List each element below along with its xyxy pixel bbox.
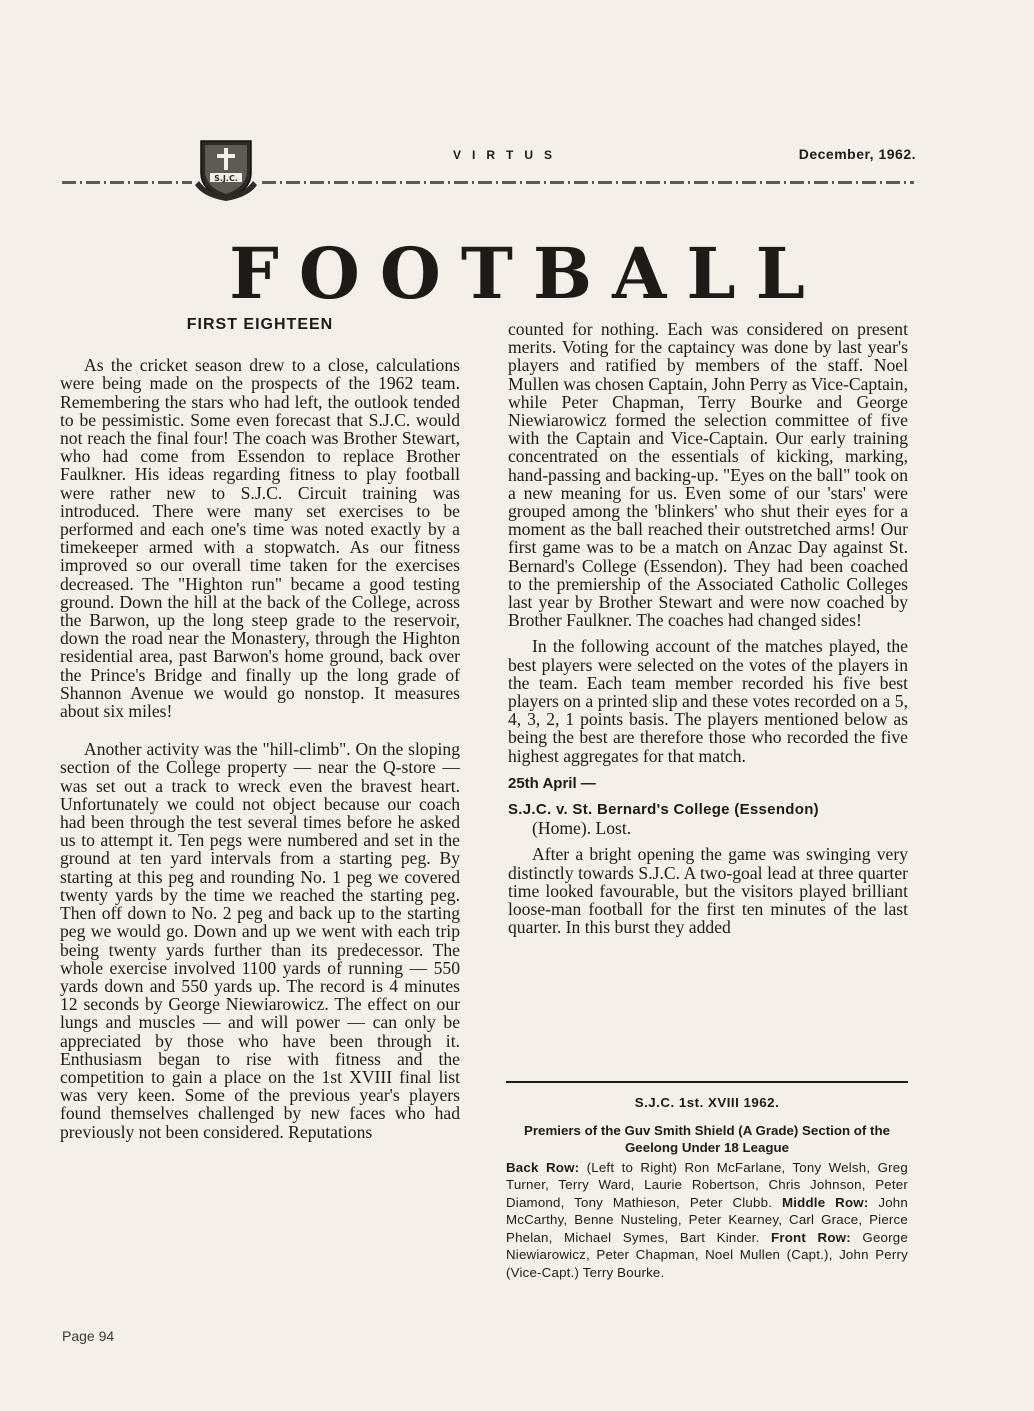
page-title: FOOTBALL <box>229 232 825 315</box>
paragraph: After a bright opening the game was swinging very distinctly towards S.J.C. A two-goal lead at three quarter time looked favourable, but the visitors played brilliant loose-man football for the first ten minutes of the last quarter. In this burst they added <box>508 844 908 938</box>
paragraph: In the following account of the matches played, the best players were selected on the votes of the players in the team. Each team member recorded his five best players on a printed slip and these votes recorded on a 5, 4, 3, 2, 1 points basis. The players mentioned below as being the best are therefore those who recorded the five highest aggregates for that match. <box>508 636 908 766</box>
middle-row-names: John McCarthy, Benne Nusteling, Peter Kearney, Carl Grace, Pierce Phelan, Michael Symes, Bart Kinder. <box>506 1194 908 1245</box>
middle-row-label: Middle Row: <box>781 1194 869 1210</box>
paragraph: Another activity was the "hill-climb". On the sloping section of the College property — near the Q-store — was set out a track to wreck even the bravest heart. Unfortunately we could not object because our coach had been through the test several times before he asked us to attempt it. Ten pegs were numbered and set in the ground at ten yard intervals from a starting peg. By starting at this peg and rounding No. 1 peg we covered twenty yards by the time we reached the starting peg. Then off down to No. 2 peg and back up to the starting peg we would go. Down and up we went with each trip being twenty yards further than its predecessor. The whole exercise involved 1100 yards of running — 550 yards down and 550 yards up. The record is 4 minutes 12 seconds by George Niewiarowicz. The effect on our lungs and muscles — and will power — can only be appreciated by those who have been through it. Enthusiasm began to rise with fitness and the competition to gain a place on the 1st XVIII final list was very keen. Some of the previous year's players found themselves challenged by new faces who had previously not been considered. Reputations <box>60 739 460 1142</box>
section-heading: FIRST EIGHTEEN <box>186 316 334 333</box>
back-row-label: Back Row: <box>506 1159 580 1175</box>
caption-divider <box>506 1081 908 1083</box>
college-crest-icon <box>193 135 259 203</box>
page-header <box>0 0 1034 210</box>
header-rule-right <box>262 181 914 184</box>
photo-caption <box>506 1094 908 1281</box>
front-row-names: George Niewiarowicz, Peter Chapman, Noel Mullen (Capt.), John Perry (Vice-Capt.) Terry Bourke. <box>506 1229 908 1280</box>
paragraph: counted for nothing. Each was considered on present merits. Voting for the captaincy was done by last year's players and ratified by members of the staff. Noel Mullen was chosen Captain, John Perry as Vice-Captain, while Peter Chapman, Terry Bourke and George Niewiarowicz formed the selection committee of five with the Captain and Vice-Captain. Our early training concentrated on the essentials of kicking, marking, hand-passing and backing-up. "Eyes on the ball" took on a new meaning for us. Even some of our 'stars' were grouped among the 'blinkers' who shut their eyes for a moment as the ball reached their outstretched arms! Our first game was to be a match on Anzac Day against St. Bernard's College (Essendon). They had been coached to the premiership of the Associated Catholic Colleges last year by Brother Stewart and were now coached by Brother Faulkner. The coaches had changed sides! <box>508 319 908 631</box>
header-rule-left <box>62 181 192 184</box>
match-result: (Home). Lost. <box>532 818 632 839</box>
match-title: S.J.C. v. St. Bernard's College (Essendon) <box>508 801 819 819</box>
caption-title: S.J.C. 1st. XVIII 1962. <box>634 1095 780 1110</box>
match-date: 25th April — <box>508 774 596 792</box>
right-column <box>508 320 908 937</box>
front-row-label: Front Row: <box>771 1229 851 1245</box>
issue-date: December, 1962. <box>798 146 916 162</box>
left-column <box>60 316 460 1141</box>
page-number: Page 94 <box>62 1328 115 1344</box>
back-row-names: (Left to Right) Ron McFarlane, Tony Welsh, Greg Turner, Terry Ward, Laurie Robertson, Chris Johnson, Peter Diamond, Tony Mathieson, Peter Clubb. <box>506 1159 908 1210</box>
caption-subtitle: Premiers of the Guv Smith Shield (A Grade) Section of the Geelong Under 18 League <box>524 1122 890 1155</box>
paragraph: As the cricket season drew to a close, calculations were being made on the prospects of the 1962 team. Remembering the stars who had left, the outlook tended to be pessimistic. Some even forecast that S.J.C. would not reach the final four! The coach was Brother Stewart, who had come from Essendon to replace Brother Faulkner. His ideas regarding fitness to play football were rather new to S.J.C. Circuit training was introduced. There were many set exercises to be performed and each one's time was noted exactly by a timekeeper armed with a stopwatch. As our fitness improved so our overall time taken for the exercises decreased. The "Highton run" became a good testing ground. Down the hill at the back of the College, across the Barwon, up the long steep grade to the reservoir, down the road near the Monastery, through the Highton residential area, past Barwon's home ground, back over the Prince's Bridge and finally up the long grade of Shannon Avenue we would go nonstop. It measures about six miles! <box>60 355 460 722</box>
caption-body <box>506 1159 908 1282</box>
svg-text:S.J.C.: S.J.C. <box>214 174 238 183</box>
masthead: VIRTUS <box>453 148 564 162</box>
